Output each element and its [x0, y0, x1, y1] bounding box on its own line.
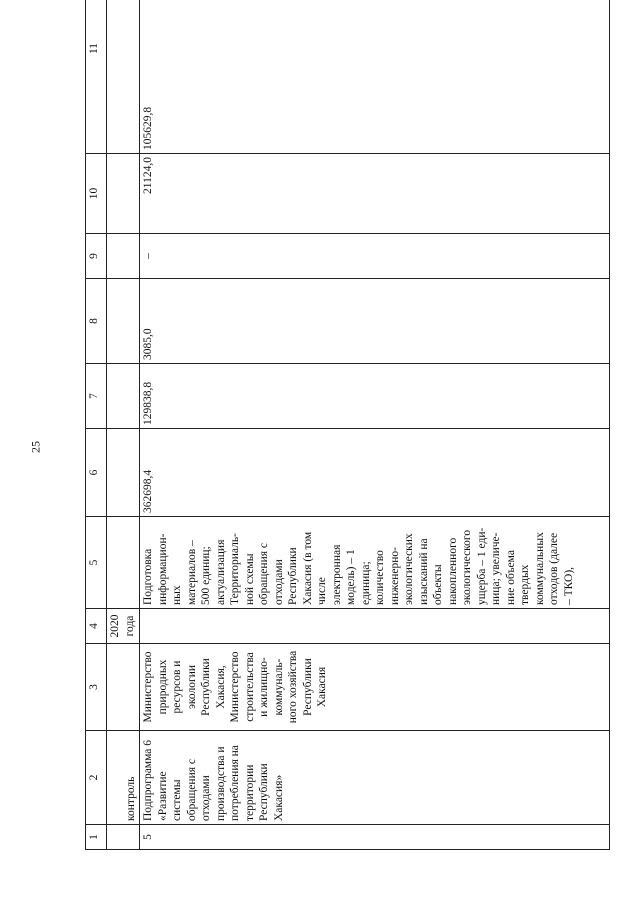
col-header-9: 9: [86, 234, 107, 279]
continuation-row: [107, 0, 140, 850]
cont-col-6: [107, 429, 140, 517]
col-header-6: 6: [86, 429, 107, 517]
program-name: Подпрограмма 6 «Развитие системы обращения с отходами производства и потребления на территории Республики Хакасия»: [140, 731, 610, 825]
expected-result: Подготовка информацион- ных материалов – 500 единиц; актуализация Территориаль- ной схемы обращения с отходами Республики Хакасия (в том числе электронная модель) – 1 единица; количество инженерно- экологических изысканий на объекты накопленного экологического ущерба – 1 еди- ница; увеличе- ние объема твердых коммунальных отходов (далее – ТКО),: [140, 517, 610, 609]
col-header-5: 5: [86, 517, 107, 609]
value-col-10: 21124,0: [140, 154, 610, 234]
value-col-11: 105629,8: [140, 0, 610, 154]
rotated-table-area: [85, 44, 605, 850]
executor: Министерство природных ресурсов и экологии Республики Хакасия, Министерство строительства и жилищно- коммуналь- ного хозяйства Республики Хакасия: [140, 644, 610, 731]
page-number: 25: [28, 441, 43, 453]
col-header-7: 7: [86, 364, 107, 429]
col-header-11: 11: [86, 0, 107, 154]
value-col-6: 362698,4: [140, 429, 610, 517]
cont-col-10: [107, 154, 140, 234]
row-number: 5: [140, 825, 610, 850]
col-header-1: 1: [86, 825, 107, 850]
col-header-8: 8: [86, 279, 107, 364]
cont-col-3: [107, 644, 140, 731]
cont-col-7: [107, 364, 140, 429]
column-number-row: [86, 0, 107, 850]
cont-col-5: [107, 517, 140, 609]
cont-col-11: [107, 0, 140, 154]
cont-col-9: [107, 234, 140, 279]
cont-col-2: контроль: [107, 731, 140, 825]
col-header-2: 2: [86, 731, 107, 825]
col-header-3: 3: [86, 644, 107, 731]
cont-col-1: [107, 825, 140, 850]
col-header-4: 4: [86, 609, 107, 644]
table-row: [140, 0, 610, 850]
value-col-8: 3085,0: [140, 279, 610, 364]
data-table: [85, 0, 610, 850]
period: [140, 609, 610, 644]
cont-col-4: 2020 года: [107, 609, 140, 644]
value-col-9: –: [140, 234, 610, 279]
value-col-7: 129838,8: [140, 364, 610, 429]
cont-col-8: [107, 279, 140, 364]
col-header-10: 10: [86, 154, 107, 234]
